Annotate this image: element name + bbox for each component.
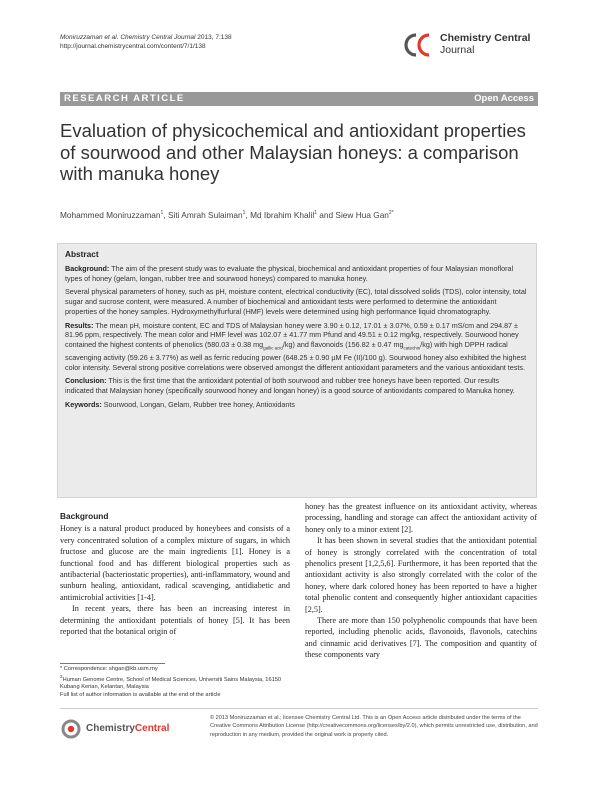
journal-logo-icon bbox=[402, 30, 436, 60]
author-name[interactable]: Siti Amrah Sulaiman bbox=[167, 209, 243, 220]
license-text: © 2013 Moniruzzaman et al.; licensee Chemistry Central Ltd. This is an Open Access article distributed under the terms of the Creative Commons Attribution License (http://creativecommons.org/licenses/by/2.0), which permits unrestricted use, distribution, and reproduction in any medium, provided the original work is properly cited. bbox=[210, 715, 538, 738]
body-right-column bbox=[305, 501, 537, 661]
author-list: Mohammed Moniruzzaman$^1$, Siti Amrah Sulaiman$^1$, Md Ibrahim Khalil$^1$ and Siew Hua Gan$^{2*}$ bbox=[60, 209, 394, 220]
author-name[interactable]: Siew Hua Gan bbox=[335, 209, 389, 220]
citation-volume: 2013, 7:138 bbox=[195, 34, 232, 41]
body-paragraph: There are more than 150 polyphenolic compounds that have been reported, including phenolic acids, flavonoids, flavonols, catechins and cinnamic acid derivatives [7]. The composition and quantity of these components vary bbox=[305, 616, 537, 660]
article-url[interactable]: http://journal.chemistrycentral.com/content/7/1/138 bbox=[60, 43, 206, 50]
abstract-keywords-label: Keywords: bbox=[65, 399, 102, 409]
abstract-conclusion-label: Conclusion: bbox=[65, 376, 107, 386]
abstract-conclusion: Conclusion: This is the first time that the antioxidant potential of both sourwood and rubber tree honeys have been reported. Our results indicated that Malaysian honey (specifically sourwood honey and longan honey) is a good source of antioxidants compared to Manuka honey. bbox=[65, 376, 515, 396]
author-affiliation: 1 bbox=[314, 210, 317, 216]
abstract-results: Results: The mean pH, moisture content, EC and TDS of Malaysian honey were 3.90 ± 0.12, 17.01 ± 3.07%, 0.59 ± 0.17 mS/cm and 294.87 ± 81.96 ppm, respectively. The mean color and HMF level was 102.07 ± 41.77 mm Pfund and 49.51 ± 0.12 mg/kg, respectively. Sourwood honey contained the highest contents of phenolics (580.03 ± 0.38 $mg_{gallic acid}/kg$) and flavonoids (156.82 ± 0.47 $mg_{catechin}/kg$) with high DPPH radical scavenging activity (59.26 ± 3.77%) as well as ferric reducing power (648.25 ± 0.90 µM Fe (II)/100 g). Sourwood honey also exhibited the highest color intensity. Several strong positive correlations were observed amongst the different antioxidant parameters and the various antioxidant tests. bbox=[65, 320, 527, 372]
body-paragraph: Honey is a natural product produced by honeybees and consists of a very concentrated solution of a complex mixture of sugars, in which fructose and glucose are the main ingredients [1]. Honey is a functional food and has different biological properties such as antibacterial (bacteriostatic properties), anti-inflammatory, wound and sunburn healing, antioxidant, radical scavenging, antidiabetic and antimicrobial activities [1-4]. bbox=[60, 524, 290, 602]
affiliation-note: $^2$Human Genome Centre, School of Medical Sciences, Universiti Sains Malaysia, 16150 Kubang Kerian, Kelantan, Malaysia bbox=[60, 674, 282, 691]
footer-divider bbox=[60, 708, 538, 709]
author-affiliation: 1 bbox=[242, 210, 246, 216]
journal-logo-line2: Journal bbox=[440, 44, 475, 56]
open-access-label: Open Access bbox=[474, 93, 534, 104]
article-type: RESEARCH ARTICLE bbox=[64, 93, 185, 104]
abstract-box bbox=[57, 243, 537, 498]
author-name[interactable]: Mohammed Moniruzzaman bbox=[60, 209, 161, 220]
correspondence-note[interactable]: * Correspondence: shgan@kb.usm.my bbox=[60, 666, 158, 672]
citation-header bbox=[60, 33, 232, 51]
abstract-methods: Several physical parameters of honey, such as pH, moisture content, electrical conductivity (EC), total dissolved solids (TDS), color intensity, total sugar and sucrose content, were measured. A number of biochemical and antioxidant tests were performed to determine the antioxidant properties of the honey samples. Hydroxymethylfurfural (HMF) levels were determined using high performance liquid chromatography. bbox=[65, 287, 527, 316]
body-paragraph: honey has the greatest influence on its antioxidant activity, whereas processing, handling and storage can affect the antioxidant activity of honey only to a minor extent [2]. bbox=[305, 502, 537, 534]
body-paragraph: In recent years, there has been an increasing interest in determining the antioxidant potentials of honey [5]. It has been reported that the botanical origin of bbox=[60, 604, 290, 637]
journal-logo bbox=[402, 30, 552, 62]
body-left-column bbox=[60, 511, 290, 637]
footnotes bbox=[60, 666, 290, 700]
citation-journal: Chemistry Central Journal bbox=[120, 34, 196, 41]
article-type-banner bbox=[60, 92, 538, 106]
abstract-heading: Abstract bbox=[65, 249, 99, 259]
author-affiliation: 2* bbox=[388, 210, 394, 216]
abstract-keywords: Keywords: Sourwood, Longan, Gelam, Rubber tree honey, Antioxidants bbox=[65, 399, 296, 409]
journal-logo-line1: Chemistry Central bbox=[440, 32, 531, 44]
publisher-logo-icon bbox=[60, 718, 84, 740]
citation-authors: Moniruzzaman et al. bbox=[60, 34, 119, 41]
abstract-background-label: Background: bbox=[65, 264, 110, 273]
background-heading: Background bbox=[60, 511, 109, 521]
author-name[interactable]: Md Ibrahim Khalil bbox=[250, 209, 315, 220]
abstract-background: Background: The aim of the present study was to evaluate the physical, biochemical and antioxidant properties of four Malaysian monofloral types of honey (gelam, longan, rubber tree and sourwood honeys) compared to manuka honey. bbox=[65, 264, 514, 283]
abstract-results-label: Results: bbox=[65, 320, 94, 330]
article-title: Evaluation of physicochemical and antioxidant properties of sourwood and other Malaysian honeys: a comparison with manuka honey bbox=[60, 120, 526, 184]
publisher-logo bbox=[60, 718, 180, 738]
author-affiliation: 1 bbox=[160, 210, 164, 216]
footnote-divider bbox=[60, 663, 165, 664]
body-paragraph: It has been shown in several studies that the antioxidant potential of honey is strongly correlated with the concentration of total phenolics present [1,2,5,6]. Furthermore, it has been reported that the antioxidant activity is also strongly correlated with the color of the honey, where dark colored honey has been reported to have a higher total phenolic content and consequently higher antioxidant capacities [2,5]. bbox=[305, 536, 537, 614]
author-info-note: Full list of author information is available at the end of the article bbox=[60, 692, 221, 699]
publisher-logo-text: ChemistryCentral bbox=[86, 723, 170, 734]
